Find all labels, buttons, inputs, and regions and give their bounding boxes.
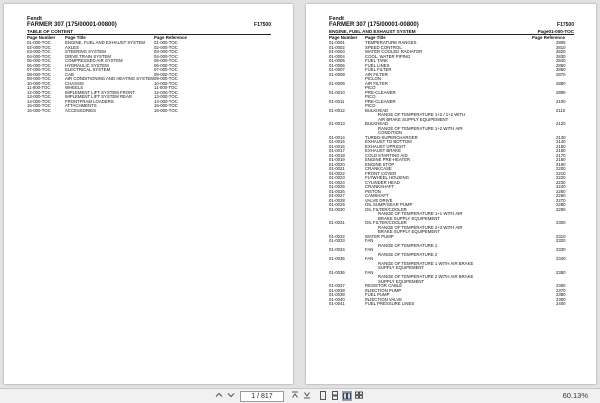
toc-page-reference: 2360 (556, 283, 566, 288)
toc-page-reference: 2350 (556, 269, 566, 275)
toc-page-reference: 2370 (556, 287, 566, 293)
toc-page-title: ATTACHMENTS (65, 103, 97, 108)
toc-page-title: EXHAUST TO BOTTOM (365, 139, 412, 144)
single-page-view-icon[interactable] (318, 391, 328, 401)
document-code: F17500 (254, 22, 271, 28)
toc-page-title: CYLINDER HEAD (365, 179, 400, 185)
toc-page-number: 08-000-TOC (27, 71, 51, 77)
toc-page-title: ENGINE PRE-HEATER (365, 157, 411, 162)
toc-page-number: 01-0024 (329, 179, 345, 185)
toc-page-title: FUEL LINES (365, 62, 390, 68)
toc-page-number: 01-0020 (329, 161, 345, 167)
toc-page-title: FAN (365, 247, 374, 252)
column-header-page-title: Page Title (365, 35, 386, 40)
toc-page-title: PRE-CLEANER (365, 89, 396, 95)
column-header-page-title: Page Title (65, 35, 86, 40)
toc-page-number: 01-000-TOC (27, 40, 51, 45)
toc-page-number: 01-0013 (329, 121, 345, 126)
toc-page-number: 01-0001 (329, 40, 345, 45)
toc-page-reference: 2805 (556, 40, 566, 45)
toc-page-reference: 14-000-TOC (154, 98, 178, 104)
toc-page-title: EXHAUST BRAKE (365, 148, 401, 153)
toc-page-reference: 2150 (556, 143, 566, 149)
toc-page-number: 01-0012 (329, 107, 345, 113)
toc-page-title: IMPLEMENT LIFT SYSTEM FRONT (65, 89, 135, 95)
section-title: ENGINE, FUEL AND EXHAUST SYSTEM (329, 29, 416, 34)
toc-page-title: FAN (365, 269, 374, 275)
toc-page-reference: 2100 (556, 98, 566, 104)
toc-page-reference: 2850 (556, 62, 566, 68)
toc-page-reference: 2140 (556, 139, 566, 144)
toc-page-number: 01-0023 (329, 175, 345, 180)
toc-page-title: PICO (365, 85, 376, 90)
toc-page-number: 01-0035 (329, 256, 345, 261)
toc-page-reference: 2210 (556, 170, 566, 176)
toc-page-reference: 2890 (556, 89, 566, 95)
toc-page-reference: 16-000-TOC (154, 107, 178, 113)
column-header-page-number: Page Number (27, 35, 56, 40)
toc-page-title: BULKHEAD (365, 121, 389, 126)
toc-page-reference: 2280 (556, 202, 566, 207)
toc-page-reference: 2810 (556, 44, 566, 50)
toc-page-reference: 2310 (556, 233, 566, 239)
brand-name: Fendt (329, 16, 344, 22)
toc-list (306, 40, 596, 306)
toc-page-title: CAB (65, 71, 74, 77)
toc-page-title: AIR FILTER (365, 80, 388, 86)
section-code: Page01-000-TOC (537, 29, 574, 34)
toc-page-number: 01-0022 (329, 170, 345, 176)
toc-page-reference: 2320 (556, 238, 566, 243)
toc-page-number: 02-000-TOC (27, 44, 51, 50)
toc-page-number: 01-0037 (329, 283, 345, 288)
toc-page-reference: 2860 (556, 67, 566, 72)
toc-page-reference: 2330 (556, 247, 566, 252)
toc-page-title: OIL SUMP/GEAR PUMP (365, 202, 413, 207)
toc-page-title: IMPLEMENT LIFT SYSTEM REAR (65, 94, 132, 99)
toc-list (4, 40, 293, 112)
toc-page-reference: 04-000-TOC (154, 53, 178, 59)
toc-page-number: 01-0004 (329, 53, 345, 59)
toc-page-reference: 12-000-TOC (154, 89, 178, 95)
toc-page-title: COOL. WATER PIPING (365, 53, 411, 59)
toc-page-title: FAN (365, 238, 374, 243)
toc-page-reference: 2260 (556, 193, 566, 198)
toc-page-number: 11-000-TOC (27, 85, 51, 90)
toc-page-title: FAN (365, 256, 374, 261)
toc-page-title: PISTON (365, 188, 381, 194)
toc-page-title: COMPRESSED AIR SYSTEM (65, 58, 123, 63)
toc-page-title: FUEL TANK (365, 58, 389, 63)
toc-page-number: 01-0002 (329, 44, 345, 50)
toc-page-title: CONDITION (378, 130, 403, 135)
toc-page-title: INJECTION VALVE (365, 296, 403, 302)
toc-page-reference: 2170 (556, 152, 566, 158)
toc-page-number: 01-0021 (329, 166, 345, 171)
document-page-right (306, 4, 596, 384)
toc-page-title: AIR BRAKE SUPPLY EQUIPEMENT (378, 116, 449, 122)
toc-page-title: TEMPERATURE RANGES (365, 40, 417, 45)
column-header-page-reference: Page Reference (532, 35, 565, 40)
toc-page-reference: 2110 (556, 107, 566, 113)
page-number-input[interactable]: 1 / 817 (240, 391, 284, 402)
toc-page-reference: 02-000-TOC (154, 44, 178, 50)
document-title: FARMER 307 (175/00001-00800) (27, 22, 117, 28)
toc-page-reference: 2880 (556, 80, 566, 86)
toc-page-reference: 01-000-TOC (154, 40, 178, 45)
toc-page-title: ENGINE STOP (365, 161, 395, 167)
toc-page-title: RANGE OF TEMPERATURE 2+3 WITH AIR (378, 224, 463, 230)
toc-page-number: 01-0008 (329, 71, 345, 77)
toc-page-title: SUPPLY EQUIPEMENT (378, 265, 425, 270)
toc-page-reference: 2240 (556, 184, 566, 189)
toc-page-number: 12-000-TOC (27, 89, 51, 95)
toc-page-title: RANGE OF TEMPERATURE 1+2 WITH AIR (378, 125, 463, 131)
toc-page-title: PICO (365, 94, 376, 99)
toc-page-number: 14-000-TOC (27, 98, 51, 104)
toc-page-reference: 03-000-TOC (154, 49, 178, 54)
toc-page-number: 04-000-TOC (27, 53, 51, 59)
fit-width-icon[interactable] (354, 391, 364, 401)
document-title: FARMER 307 (175/00001-00800) (329, 22, 419, 28)
toc-page-title: RANGE OF TEMPERATURE 2 (378, 251, 438, 257)
toc-page-reference: 2840 (556, 58, 566, 63)
toc-page-title: PICO (365, 103, 376, 108)
toc-page-reference: 2300 (556, 220, 566, 225)
toc-page-title: WATER PUMP (365, 233, 394, 239)
toc-page-number: 16-000-TOC (27, 107, 51, 113)
toc-page-number: 09-000-TOC (27, 76, 51, 81)
column-header-page-number: Page Number (329, 35, 358, 40)
toc-page-title: RANGE OF TEMPERATURE 1 (378, 242, 438, 248)
toc-page-title: FLYWHEEL HOUSING (365, 175, 409, 180)
toc-page-number: 05-000-TOC (27, 58, 51, 63)
toc-page-number: 06-000-TOC (27, 62, 51, 68)
toc-page-number: 01-0040 (329, 296, 345, 302)
toc-page-number: 01-0038 (329, 287, 345, 293)
zoom-level[interactable]: 60.13% (562, 391, 588, 400)
toc-page-title: ENGINE, FUEL AND EXHAUST SYSTEM (65, 40, 145, 45)
section-title: TABLE OF CONTENT (27, 29, 74, 34)
toc-page-number: 01-0027 (329, 193, 345, 198)
document-code: F17500 (557, 22, 574, 28)
toc-page-number: 01-0009 (329, 80, 345, 86)
toc-page-title: FUEL FILTER (365, 67, 392, 72)
first-page-icon[interactable] (290, 391, 300, 401)
toc-page-number: 01-0018 (329, 152, 345, 158)
column-header-page-reference: Page Reference (154, 35, 187, 40)
toc-page-title: AIR CONDITIONING AND HEATING SYSTEM (65, 76, 154, 81)
toc-page-reference: 2250 (556, 188, 566, 194)
toc-page-number: 01-0011 (329, 98, 345, 104)
toc-page-title: BULKHEAD (365, 107, 389, 113)
toc-page-number: 01-0025 (329, 184, 345, 189)
toc-row[interactable] (306, 301, 596, 306)
toc-page-reference: 2130 (556, 134, 566, 140)
toc-page-reference: 05-000-TOC (154, 58, 178, 63)
toc-page-reference: 2200 (556, 166, 566, 171)
toc-page-title: CRANKSHAFT (365, 184, 395, 189)
toc-page-number: 01-0033 (329, 238, 345, 243)
toc-page-title: FRONTFRAM LOADERS (65, 98, 114, 104)
toc-page-reference: 2270 (556, 197, 566, 203)
toc-page-title: ACCESSORIES (65, 107, 97, 113)
toc-page-number: 01-0032 (329, 233, 345, 239)
toc-page-title: OIL FILTER/COOLER (365, 206, 407, 212)
toc-page-title: FUEL PRESSURE LINES (365, 301, 415, 306)
continuous-view-icon[interactable] (330, 391, 340, 401)
toc-page-title: ELECTRICAL SYSTEM (65, 67, 111, 72)
toc-page-title: CAMSHAFT (365, 193, 389, 198)
toc-page-number: 01-0041 (329, 301, 345, 306)
toc-page-title: BRAKE SUPPLY EQUIPEMENT (378, 215, 440, 221)
toc-page-number: 01-0014 (329, 134, 345, 140)
toc-page-title: BRAKE SUPPLY EQUIPEMENT (378, 229, 440, 234)
toc-page-reference: 06-000-TOC (154, 62, 178, 68)
toc-page-title: FUEL PUMP (365, 292, 390, 297)
toc-page-title: INJECTION PUMP (365, 287, 402, 293)
toc-page-reference: 2120 (556, 121, 566, 126)
toc-page-title: AIR FILTER (365, 71, 388, 77)
toc-page-title: RANGE OF TEMPERATURE 1 WITH AIR BRAKE (378, 260, 474, 266)
toc-page-title: SPEED CONTROL (365, 44, 402, 50)
toc-page-number: 01-0026 (329, 188, 345, 194)
toc-page-number: 01-0017 (329, 148, 345, 153)
toc-page-number: 01-0006 (329, 62, 345, 68)
toc-page-number: 03-000-TOC (27, 49, 51, 54)
toc-page-reference: 2220 (556, 175, 566, 180)
toc-page-title: CHASSIS (65, 80, 84, 86)
toc-page-reference: 2400 (556, 301, 566, 306)
toc-page-reference: 2180 (556, 157, 566, 162)
toc-row[interactable] (4, 108, 293, 113)
last-page-icon[interactable] (302, 391, 312, 401)
toc-page-title: RESISTOR CABLE (365, 283, 403, 288)
toc-page-title: HYDRAULIC SYSTEM (65, 62, 109, 68)
toc-page-title: TURBO-SUPERCHARGER (365, 134, 418, 140)
toc-page-reference: 08-000-TOC (154, 71, 178, 77)
prev-page-icon[interactable] (214, 391, 224, 401)
toc-page-title: WHEELS (65, 85, 84, 90)
toc-page-number: 13-000-TOC (27, 94, 51, 99)
toc-page-title: PRE-CLEANER (365, 98, 396, 104)
toc-page-reference: 2390 (556, 296, 566, 302)
toc-page-reference: 13-000-TOC (154, 94, 178, 99)
toc-page-number: 01-0028 (329, 197, 345, 203)
toc-page-reference: 09-000-TOC (154, 76, 178, 81)
toc-page-number: 01-0034 (329, 247, 345, 252)
toc-page-number: 01-0036 (329, 269, 345, 275)
toc-page-title: WATER COOLED RADIATOR (365, 49, 423, 54)
toc-page-title: OIL FILTER/COOLER (365, 220, 407, 225)
toc-page-reference: 2870 (556, 71, 566, 77)
toc-page-reference: 2290 (556, 206, 566, 212)
toc-page-reference: 2160 (556, 148, 566, 153)
toc-page-reference: 2340 (556, 256, 566, 261)
toc-page-title: FRONT COVER (365, 170, 397, 176)
toc-page-number: 01-0029 (329, 202, 345, 207)
toc-page-number: 15-000-TOC (27, 103, 51, 108)
toc-page-number: 01-0039 (329, 292, 345, 297)
two-page-view-icon[interactable] (342, 391, 352, 401)
toc-page-reference: 07-000-TOC (154, 67, 178, 72)
toc-page-title: RANGE OF TEMPERATURE 2 WITH AIR BRAKE (378, 274, 474, 279)
document-page-left (4, 4, 293, 384)
toc-page-number: 01-0015 (329, 139, 345, 144)
toc-page-title: RANGE OF TEMPERATURE 1+2 / 1+2 WITH (378, 112, 466, 117)
toc-page-title: VALVE DRIVE (365, 197, 393, 203)
toc-page-number: 01-0030 (329, 206, 345, 212)
toc-page-reference: 2380 (556, 292, 566, 297)
toc-page-title: CRANKCASE (365, 166, 392, 171)
toc-page-title: AXLES (65, 44, 79, 50)
toc-page-reference: 2830 (556, 53, 566, 59)
toc-page-number: 01-0007 (329, 67, 345, 72)
brand-name: Fendt (27, 16, 42, 22)
toc-page-title: RANGE OF TEMPERATURE 1+1 WITH AIR (378, 211, 463, 216)
toc-page-title: COLD STARTING AID (365, 152, 408, 158)
toc-page-title: DRIVE TRAIN SYSTEM (65, 53, 112, 59)
toc-page-number: 01-0005 (329, 58, 345, 63)
toc-page-title: PICLON (365, 76, 381, 81)
toc-page-reference: 2190 (556, 161, 566, 167)
toc-page-number: 01-0010 (329, 89, 345, 95)
toc-page-reference: 2820 (556, 49, 566, 54)
toc-page-number: 01-0031 (329, 220, 345, 225)
toc-page-number: 01-0016 (329, 143, 345, 149)
toc-page-reference: 10-000-TOC (154, 80, 178, 86)
toc-page-number: 01-0003 (329, 49, 345, 54)
toc-page-number: 01-0019 (329, 157, 345, 162)
toc-page-title: STEERING SYSTEM (65, 49, 106, 54)
toc-page-reference: 11-000-TOC (154, 85, 178, 90)
toc-page-number: 10-000-TOC (27, 80, 51, 86)
toc-page-reference: 2230 (556, 179, 566, 185)
toc-page-title: SUPPLY EQUIPEMENT (378, 278, 425, 284)
header-divider (27, 34, 271, 35)
viewer-toolbar (0, 388, 600, 403)
next-page-icon[interactable] (226, 391, 236, 401)
toc-page-number: 07-000-TOC (27, 67, 51, 72)
toc-page-reference: 15-000-TOC (154, 103, 178, 108)
toc-page-title: EXHAUST UPRIGHT (365, 143, 406, 149)
